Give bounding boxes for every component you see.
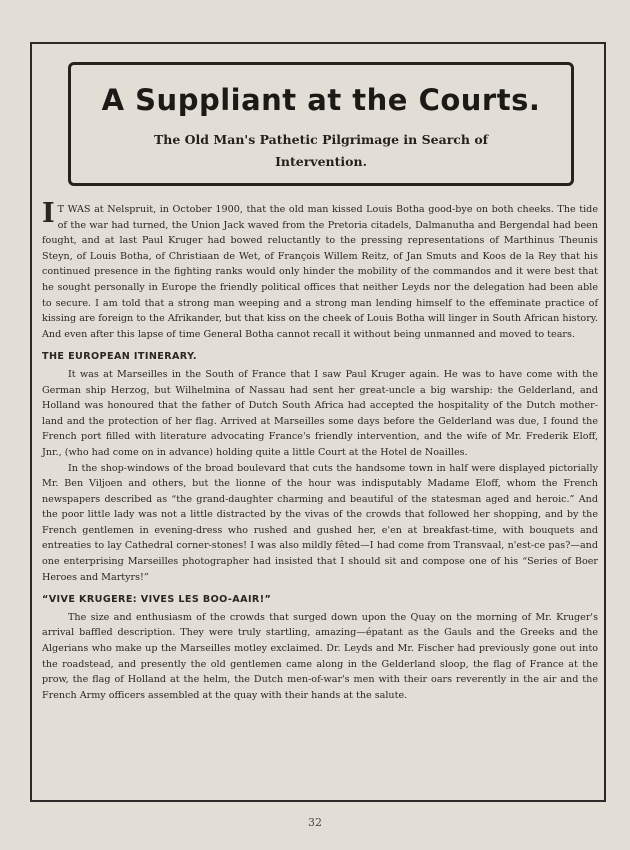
article-subtitle: The Old Man's Pathetic Pilgrimage in Search of Intervention. [153,132,489,169]
page-number: 32 [308,816,322,829]
article-title: A Suppliant at the Courts. [101,83,541,117]
paragraph-quay-crowds: The size and enthusiasm of the crowds that surged down upon the Quay on the morning of Mr. Kruger's arrival baffled description. They were truly startling, amazing—épatant as the Gauls and the Greeks and the Algerians who make up the Marseilles motley exclaimed. Dr. Leyds and Mr. Fischer had previously gone out into the roadstead, and presently the old gentlemen came along in the Gelderland sloop, the flag of France at the prow, the flag of Holland at the helm, the Dutch men-of-war's men with their oars reverently in the air and the French Army officers assembled at the quay with their hands at the salute. [42,611,598,701]
paragraph-marseilles: It was at Marseilles in the South of France that I saw Paul Kruger again. He was to have come with the German ship Herzog, but Wilhelmina of Nassau had sent her great-uncle a big warship: the Gelderland, and Holland was honoured that the father of Dutch South Africa had accepted the hospitality of the Dutch mother-land and the protection of her flag. Arrived at Marseilles some days before the Gelderland was due, I found the French port filled with literature advocating France's friendly intervention, and the wife of Mr. Frederik Eloff, Jnr., (who had come on in advance) holding quite a little Court at the Hotel de Noailles. [42,368,598,458]
title-box [68,62,574,186]
intro-text: T WAS at Nelspruit, in October 1900, that the old man kissed Louis Botha good-bye on both cheeks. The tide of the war had turned, the Union Jack waved from the Pretoria citadels, Dalmanutha and Bergendal had been fought, and at last Paul Kruger had bowed reluctantly to the pressing representations of Marthinus Theunis Steyn, of Louis Botha, of Christiaan de Wet, of François Willem Reitz, of Jan Smuts and Koos de la Rey that his continued presence in the fighting ranks would only hinder the mobility of the commandos and it were best that he sought personally in Europe the friendly political offices that neither Leyds nor the delegation had been able to secure. I am told that a strong man weeping and a strong man lending himself to the effeminate practice of kissing are foreign to the Afrikander, but that kiss on the cheek of Louis Botha will linger in South African history. And even after this lapse of time General Botha cannot recall it without being unmanned and moved to tears. [42,204,598,340]
paragraph-shop-windows: In the shop-windows of the broad boulevard that cuts the handsome town in half were displayed pictorially Mr. Ben Viljoen and others, but the lionne of the hour was indisputably Madame Eloff, whom the French newspapers described as “the grand-daughter charming and beautiful of the statesman aged and heroic.” And the poor little lady was not a little distracted by the vivas of the crowds that followed her shopping, and by the French gentlemen in evening-dress who rushed and gushed her, e'en at breakfast-time, with bouquets and entreaties to lay Cathedral corner-stones! I was also mildly fêted—I had come from Transvaal, n'est-ce pas?—and one enterprising Marseilles photographer had insisted that I should sit and compose one of his “Series of Boer Heroes and Martyrs!” [42,462,598,583]
section-heading-vive-krugere: “VIVE KRUGERE: VIVES LES BOO-AAIR!” [42,594,272,606]
drop-cap: I [42,198,55,229]
section-heading-european-itinerary: THE EUROPEAN ITINERARY. [42,351,197,363]
intro-paragraph [42,198,598,342]
page-frame [30,42,606,802]
article-body [42,198,598,703]
